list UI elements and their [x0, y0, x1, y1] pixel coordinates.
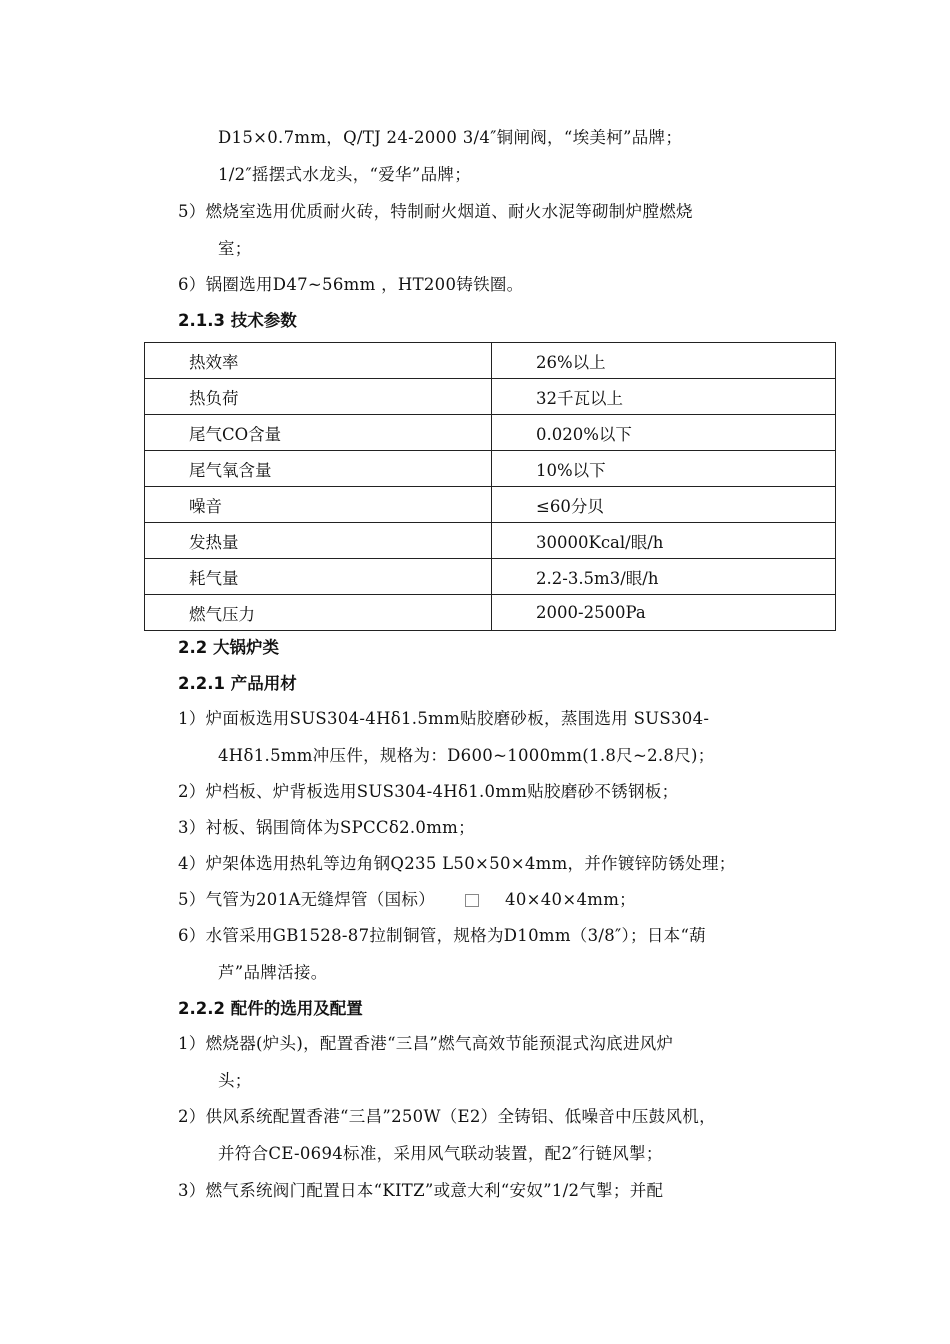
text-line: 1/2″摇摆式水龙头，“爱华”品牌；	[218, 165, 471, 184]
param-value: 30000Kcal/眼/h	[492, 523, 836, 559]
table-row	[145, 415, 836, 451]
param-name: 发热量	[145, 523, 492, 559]
text-line: 2）炉档板、炉背板选用SUS304-4Hδ1.0mm贴胶磨砂不锈钢板；	[178, 782, 679, 801]
text-line: D15×0.7mm，Q/TJ 24-2000 3/4″铜闸阀，“埃美柯”品牌；	[218, 128, 683, 147]
text-line: 3）衬板、锅围筒体为SPCCδ2.0mm；	[178, 818, 475, 837]
text-segment: 40×40×4mm；	[505, 890, 636, 909]
text-line: 6）水管采用GB1528-87拉制铜管，规格为D10mm（3/8″）；日本“葫	[178, 926, 706, 945]
param-name: 燃气压力	[145, 595, 492, 631]
param-name: 尾气CO含量	[145, 415, 492, 451]
table-row	[145, 595, 836, 631]
text-line: 2）供风系统配置香港“三昌”250W（E2）全铸铝、低噪音中压鼓风机，	[178, 1107, 716, 1126]
text-segment: 5）气管为201A无缝焊管（国标）	[178, 890, 436, 909]
param-value: 32千瓦以上	[492, 379, 836, 415]
square-symbol-icon	[465, 894, 479, 907]
param-value: 10%以下	[492, 451, 836, 487]
section-heading-2-1-3: 2.1.3 技术参数	[178, 311, 297, 330]
param-name: 噪音	[145, 487, 492, 523]
table-row	[145, 487, 836, 523]
param-value: 26%以上	[492, 343, 836, 379]
text-line: 4）炉架体选用热轧等边角钢Q235 L50×50×4mm，并作镀锌防锈处理；	[178, 854, 736, 873]
param-name: 尾气氧含量	[145, 451, 492, 487]
text-line: 5）燃烧室选用优质耐火砖，特制耐火烟道、耐火水泥等砌制炉膛燃烧	[178, 202, 693, 221]
table-row	[145, 343, 836, 379]
text-line: 室；	[218, 239, 252, 258]
text-line: 1）炉面板选用SUS304-4Hδ1.5mm贴胶磨砂板，蒸围选用 SUS304-	[178, 709, 710, 728]
section-heading-2-2-2: 2.2.2 配件的选用及配置	[178, 999, 363, 1018]
param-name: 耗气量	[145, 559, 492, 595]
text-line: 3）燃气系统阀门配置日本“KITZ”或意大利“安奴”1/2气掣；并配	[178, 1181, 664, 1200]
text-line: 并符合CE-0694标准，采用风气联动装置，配2″行链风掣；	[218, 1144, 663, 1163]
text-line: 6）锅圈选用D47~56mm ，HT200铸铁圈。	[178, 275, 524, 294]
param-value: ≤60分贝	[492, 487, 836, 523]
text-line	[178, 888, 636, 912]
param-value: 2000-2500Pa	[492, 595, 836, 631]
section-heading-2-2-1: 2.2.1 产品用材	[178, 674, 297, 693]
param-name: 热效率	[145, 343, 492, 379]
param-value: 0.020%以下	[492, 415, 836, 451]
table-row	[145, 523, 836, 559]
param-name: 热负荷	[145, 379, 492, 415]
text-line: 头；	[218, 1071, 252, 1090]
table-row	[145, 379, 836, 415]
technical-parameters-table	[144, 342, 836, 631]
text-line: 芦”品牌活接。	[218, 963, 328, 982]
param-value: 2.2-3.5m3/眼/h	[492, 559, 836, 595]
section-heading-2-2: 2.2 大锅炉类	[178, 638, 279, 657]
text-line: 4Hδ1.5mm冲压件，规格为：D600~1000mm(1.8尺~2.8尺)；	[218, 746, 715, 765]
table-row	[145, 451, 836, 487]
text-line: 1）燃烧器(炉头)，配置香港“三昌”燃气高效节能预混式沟底进风炉	[178, 1034, 674, 1053]
table-row	[145, 559, 836, 595]
